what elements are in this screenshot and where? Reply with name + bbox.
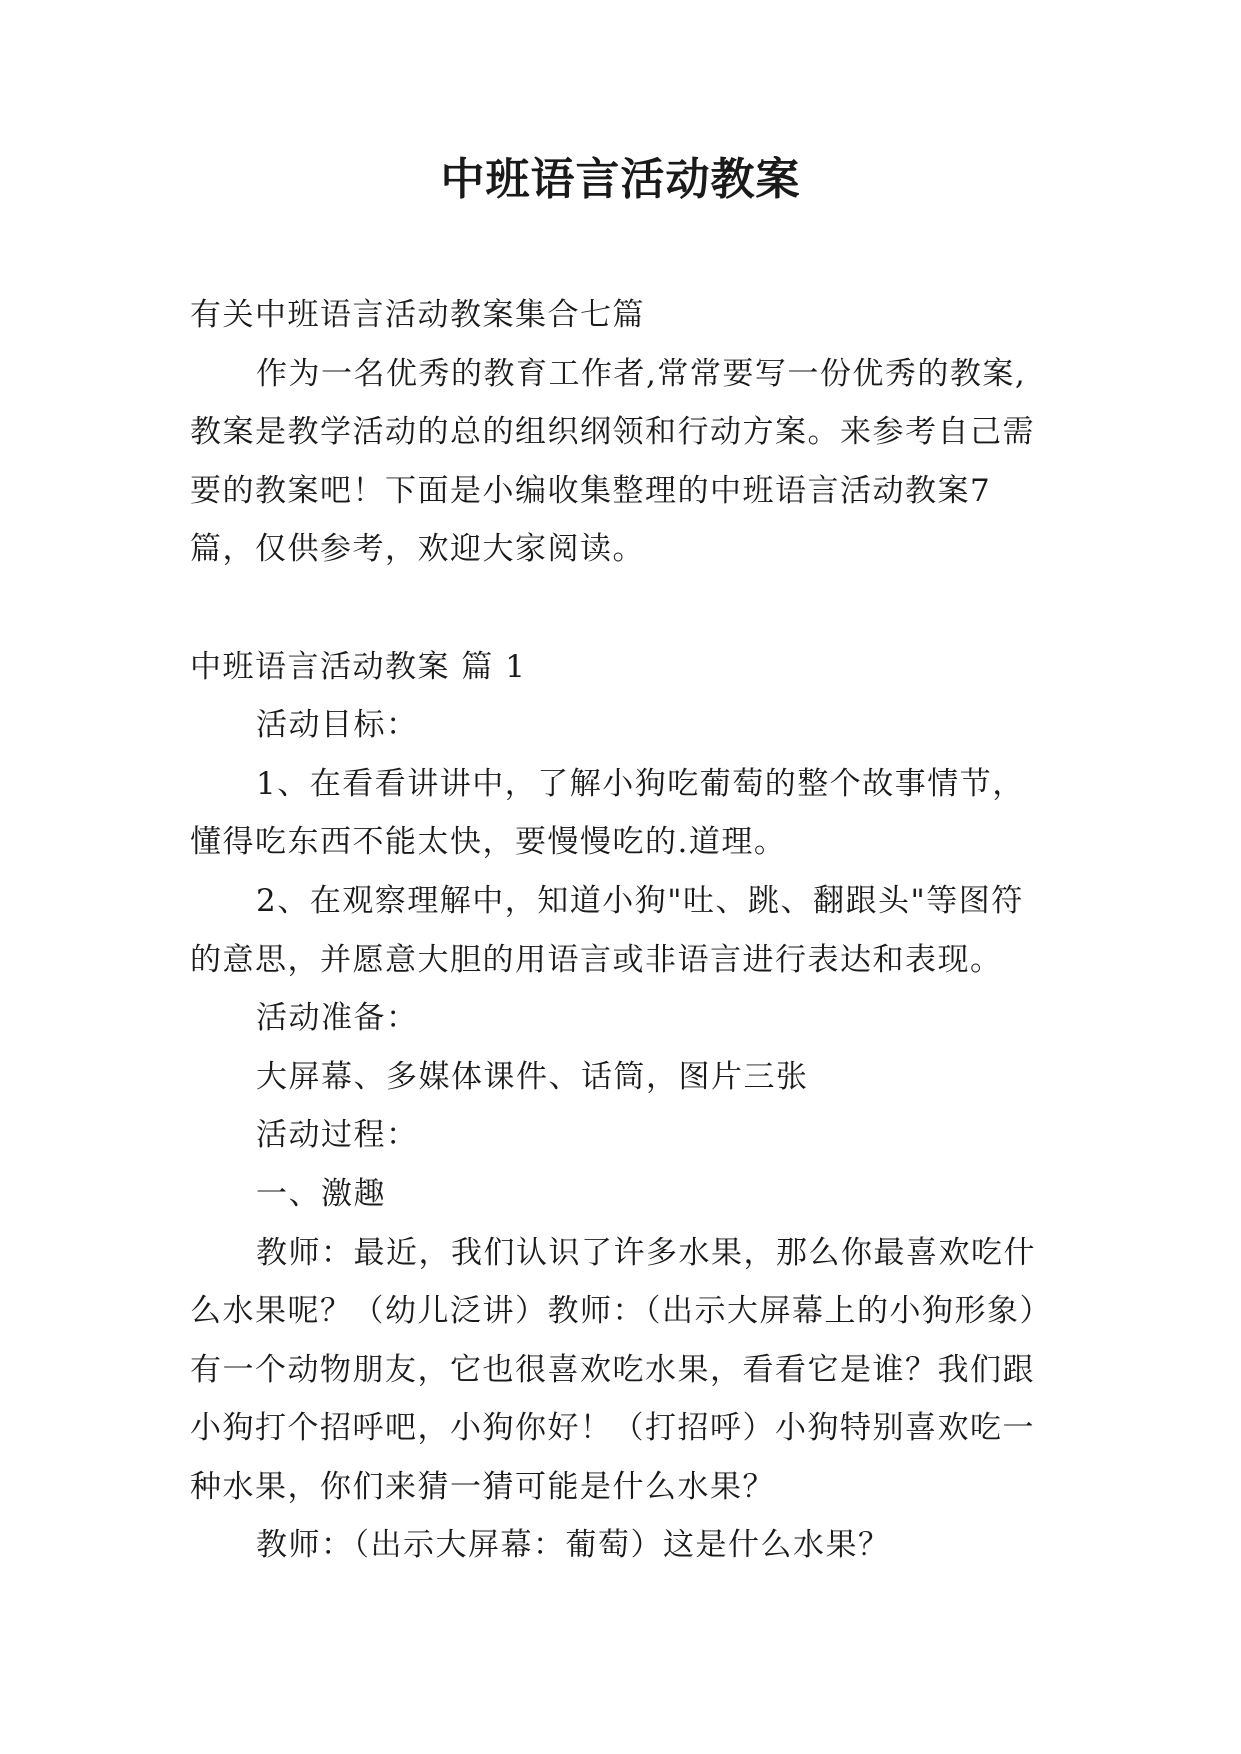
document-title: 中班语言活动教案 — [440, 154, 801, 205]
prep-items: 大屏幕、多媒体课件、话筒，图片三张 — [256, 1058, 809, 1095]
step-heading: 一、激趣 — [256, 1175, 386, 1212]
body-paragraph: 教师：最近，我们认识了许多水果，那么你最喜欢吃什么水果呢？（幼儿泛讲）教师：（出示大屏幕上的小狗形象）有一个动物朋友，它也很喜欢吃水果，看看它是谁？我们跟小狗打个招呼吧，小狗你好！（打招呼）小狗特别喜欢吃一种水果，你们来猜一猜可能是什么水果？ — [190, 1234, 1037, 1505]
goal-item: 2、在观察理解中，知道小狗"吐、跳、翻跟头"等图符的意思，并愿意大胆的用语言或非语言进行表达和表现。 — [190, 882, 1024, 978]
body-paragraph: 教师：（出示大屏幕：葡萄）这是什么水果？ — [256, 1527, 891, 1564]
process-label: 活动过程： — [256, 1117, 419, 1154]
section-heading: 中班语言活动教案 篇 1 — [190, 648, 527, 685]
intro-paragraph: 作为一名优秀的教育工作者,常常要写一份优秀的教案,教案是教学活动的总的组织纲领和行动方案。来参考自己需要的教案吧！下面是小编收集整理的中班语言活动教案7篇，仅供参考，欢迎大家阅读。 — [190, 355, 1035, 568]
prep-label: 活动准备： — [256, 1000, 419, 1037]
goal-item: 1、在看看讲讲中，了解小狗吃葡萄的整个故事情节，懂得吃东西不能太快，要慢慢吃的.道理。 — [190, 765, 1025, 861]
document-subtitle: 有关中班语言活动教案集合七篇 — [190, 297, 645, 333]
blank-line — [190, 579, 1050, 638]
goals-label: 活动目标： — [256, 707, 419, 744]
document-body — [190, 286, 1050, 1575]
